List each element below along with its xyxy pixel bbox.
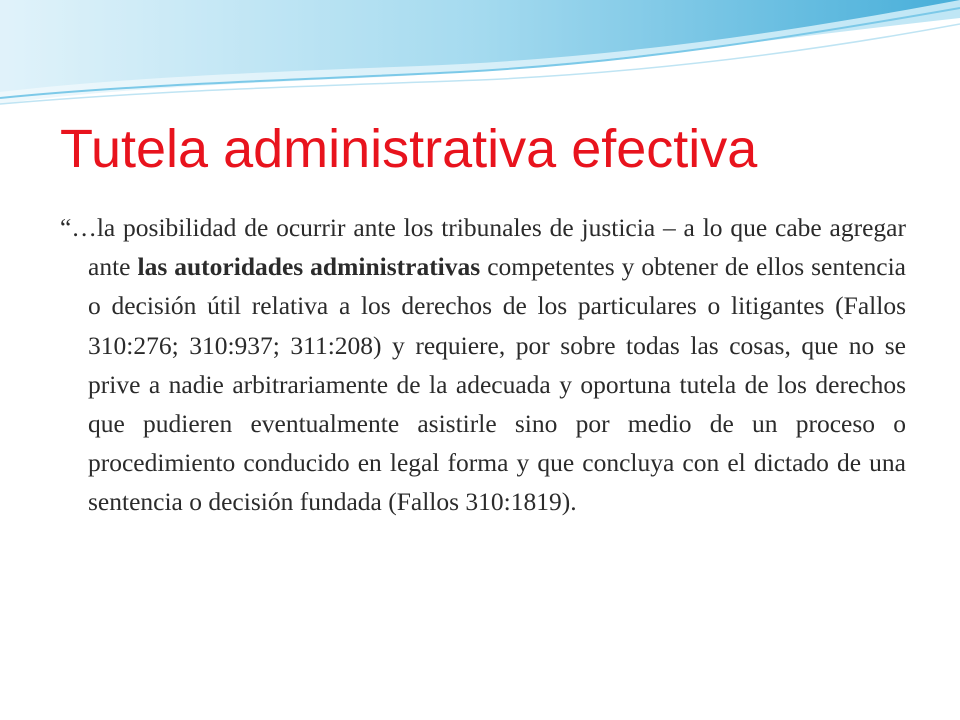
decorative-wave-header (0, 0, 960, 110)
slide-title: Tutela administrativa efectiva (60, 119, 758, 179)
quote-paragraph (60, 208, 906, 522)
quote-text-before: “…la posibilidad de ocurrir ante los tribunales de justicia – a lo que cabe agregar ante (60, 213, 906, 282)
wave-front (0, 0, 960, 92)
quote-text-bold: las autoridades administrativas (137, 252, 481, 282)
quote-text-after: competentes y obtener de ellos sentencia o decisión útil relativa a los derechos de los particulares o litigantes (Fallos 310:276; 310:937; 311:208) y requiere, por sobre todas las cosas, que no se prive a nadie arbitrariamente de la adecuada y oportuna tutela de los derechos que pudieren eventualmente asistirle sino por medio de un proceso o procedimiento conducido en legal forma y que concluya con el dictado de una sentencia o decisión fundada (Fallos 310:1819). (88, 252, 906, 517)
